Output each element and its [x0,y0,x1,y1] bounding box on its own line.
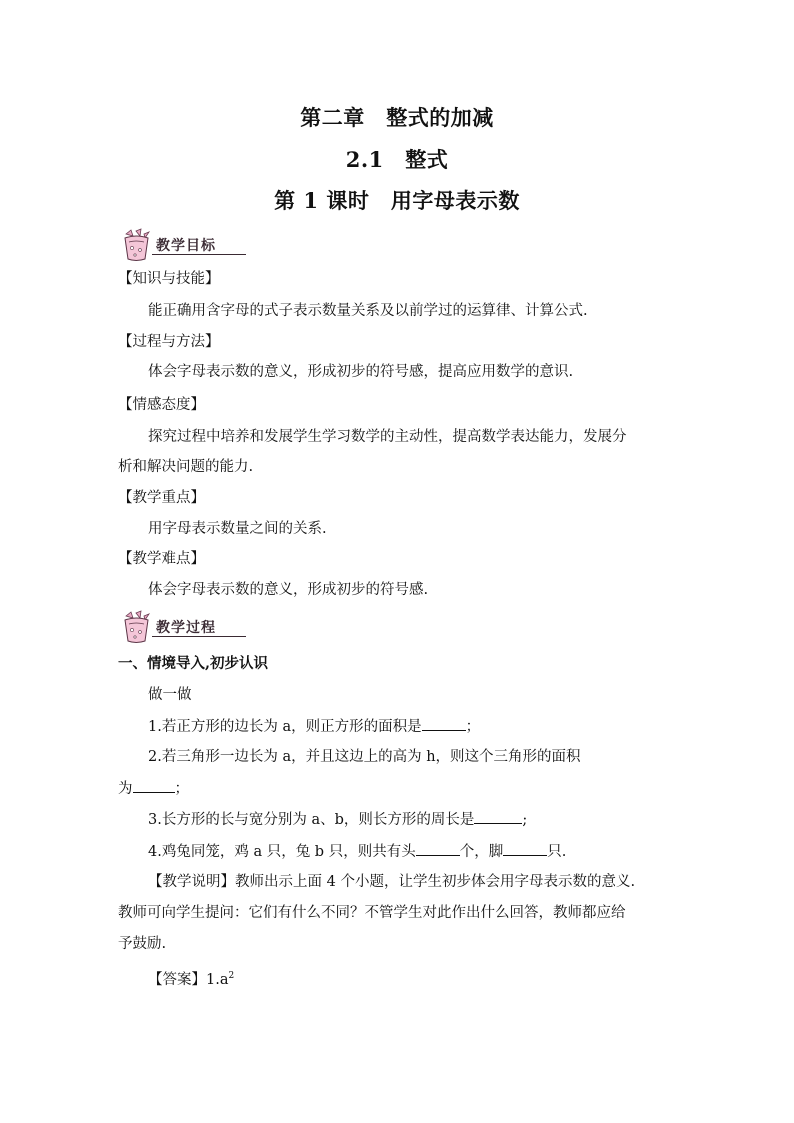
key-point-text: 用字母表示数量之间的关系. [148,521,327,537]
question-4-mid: 个，脚 [459,844,504,860]
question-3 [148,809,527,830]
question-2-line2 [118,778,189,799]
badge-underline [152,636,246,637]
badge-label: 教学目标 [156,238,216,254]
question-4-end: 只. [547,844,567,860]
pencil-cup-icon [118,228,154,262]
key-point-heading: 【教学重点】 [118,490,205,506]
explanation-line2: 教师可向学生提问：它们有什么不同？不管学生对此作出什么回答，教师都应给 [118,905,626,921]
question-1-text: 1.若正方形的边长为 a，则正方形的面积是 [148,719,422,735]
attitude-text-line1: 探究过程中培养和发展学生学习数学的主动性，提高数学表达能力，发展分 [148,429,627,445]
answer-line [148,966,234,990]
question-2-line1: 2.若三角形一边长为 a，并且这边上的高为 h，则这个三角形的面积 [148,749,581,765]
method-text: 体会字母表示数的意义，形成初步的符号感，提高应用数学的意识. [148,364,574,380]
difficulty-text: 体会字母表示数的意义，形成初步的符号感. [148,582,429,598]
answer-superscript: 2 [228,971,235,981]
badge-label: 教学过程 [156,620,216,636]
badge-underline [152,254,246,255]
question-1 [148,716,480,737]
knowledge-text: 能正确用含字母的式子表示数量关系及以前学过的运算律、计算公式. [148,303,588,319]
pencil-cup-icon [118,610,154,644]
explanation-line1: 【教学说明】教师出示上面 4 个小题，让学生初步体会用字母表示数的意义. [148,874,636,890]
attitude-text-line2: 析和解决问题的能力. [118,459,254,475]
difficulty-heading: 【教学难点】 [118,551,205,567]
explanation-line3: 予鼓励. [118,936,167,952]
teaching-goals-badge [118,228,248,262]
question-4-text: 4.鸡兔同笼，鸡 a 只，兔 b 只，则共有头 [148,844,416,860]
section-title: 2.1 整式 [345,147,449,172]
question-3-text: 3.长方形的长与宽分别为 a、b，则长方形的周长是 [148,812,475,828]
question-3-end: ; [522,812,528,828]
method-heading: 【过程与方法】 [118,334,220,350]
question-1-end: ； [465,719,481,735]
question-4 [148,841,566,862]
lesson-title: 第 1 课时 用字母表示数 [274,188,520,213]
part1-heading: 一、情境导入,初步认识 [118,655,269,672]
answer-blank [503,841,547,856]
teaching-process-badge [118,610,248,644]
chapter-title: 第二章 整式的加减 [300,105,494,130]
answer-blank [422,716,466,731]
attitude-heading: 【情感态度】 [118,397,205,413]
do-it-label: 做一做 [148,687,192,703]
answer-blank [416,841,460,856]
question-2-text: 为 [118,781,133,797]
question-2-end: ； [174,781,189,797]
knowledge-heading: 【知识与技能】 [118,271,220,287]
answer-label: 【答案】1.a [148,971,229,988]
answer-blank [474,809,522,824]
answer-blank [133,778,175,793]
